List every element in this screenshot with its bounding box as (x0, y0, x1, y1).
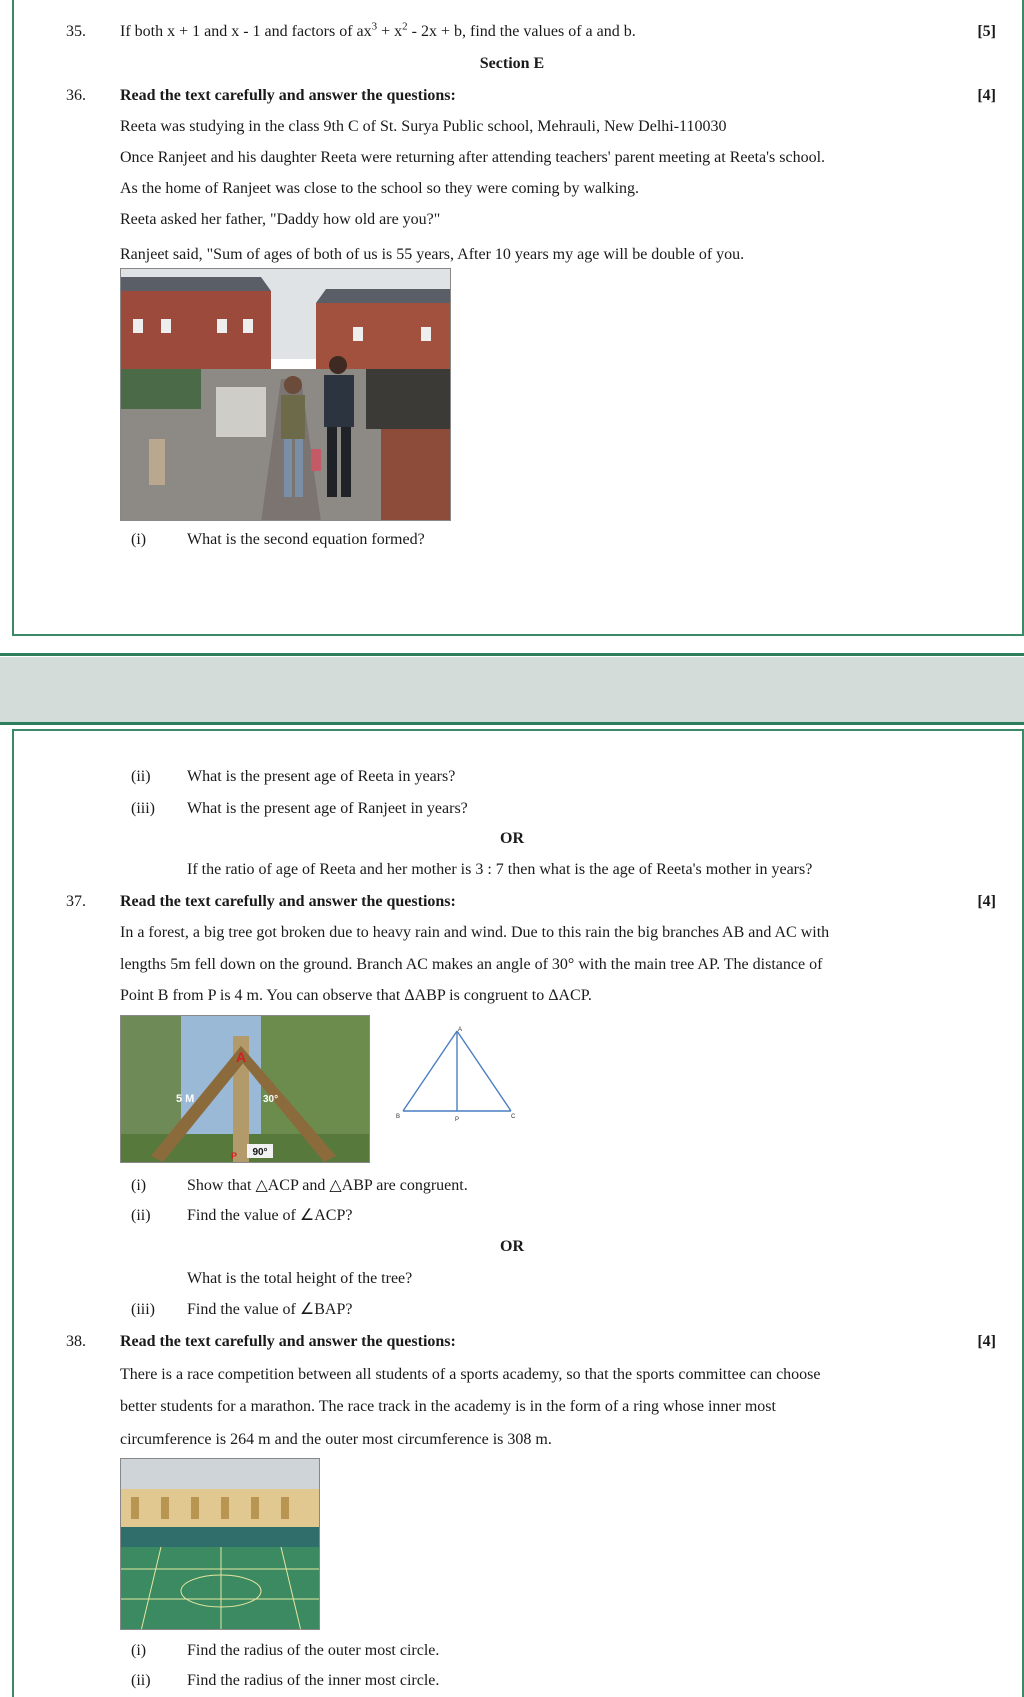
q36-sub-2-label: (ii) (131, 768, 151, 785)
q36-line-3: As the home of Ranjeet was close to the school so they were coming by walking. (120, 180, 639, 197)
q37-or-text: What is the total height of the tree? (187, 1270, 413, 1287)
q36-marks: [4] (977, 87, 996, 104)
triangle-diagram (395, 1025, 517, 1125)
tree-photo-label-length: 5 M (176, 1093, 195, 1105)
q37-sub-2-text: Find the value of ∠ACP? (187, 1207, 353, 1224)
q38-sub-1-label: (i) (131, 1642, 147, 1659)
q37-line-1: In a forest, a big tree got broken due to heavy rain and wind. Due to this rain the big branches AB and AC with (120, 924, 830, 941)
page-gap (0, 657, 1024, 722)
q36-heading: Read the text carefully and answer the questions: (120, 87, 456, 104)
q37-marks: [4] (977, 893, 996, 910)
q36-or-label: OR (500, 830, 524, 847)
tree-photo-label-angle90: 90° (252, 1147, 268, 1158)
q36-sub-2-text: What is the present age of Reeta in years? (187, 768, 456, 785)
q36-line-4: Reeta asked her father, "Daddy how old are you?" (120, 211, 441, 228)
diagram-label-b: B (396, 1114, 401, 1120)
q36-sub-3-text: What is the present age of Ranjeet in years? (187, 800, 468, 817)
q36-number: 36. (66, 87, 86, 104)
q37-line-3: Point B from P is 4 m. You can observe that ΔABP is congruent to ΔACP. (120, 987, 592, 1004)
q38-line-3: circumference is 264 m and the outer most circumference is 308 m. (120, 1431, 552, 1448)
diagram-label-c: C (511, 1114, 516, 1120)
q38-sub-2-text: Find the radius of the inner most circle. (187, 1672, 440, 1689)
q35-sup1: 3 (371, 20, 378, 33)
q37-sub-1-label: (i) (131, 1177, 147, 1194)
q35-text-c: - 2x + b, find the values of a and b. (407, 23, 636, 40)
q38-sub-2-label: (ii) (131, 1672, 151, 1689)
q38-number: 38. (66, 1333, 86, 1350)
diagram-label-a: A (458, 1027, 463, 1033)
q35-text-b: + x (377, 23, 403, 40)
broken-tree-photo (120, 1015, 370, 1163)
q38-sub-1-text: Find the radius of the outer most circle. (187, 1642, 440, 1659)
q36-line-5: Ranjeet said, "Sum of ages of both of us is 55 years, After 10 years my age will be double of you. (120, 246, 745, 263)
q37-number: 37. (66, 893, 86, 910)
q37-sub-1-text: Show that △ACP and △ABP are congruent. (187, 1177, 468, 1194)
q36-sub-3-label: (iii) (131, 800, 155, 817)
street-walk-photo (120, 268, 451, 521)
page-divider-bottom (0, 722, 1024, 725)
q35-text (120, 22, 636, 42)
tree-photo-label-p: P (231, 1151, 238, 1161)
tree-photo-label-angle30: 30° (263, 1094, 279, 1105)
q38-line-1: There is a race competition between all students of a sports academy, so that the sports committee can choose (120, 1366, 821, 1383)
q38-line-2: better students for a marathon. The race track in the academy is in the form of a ring whose inner most (120, 1398, 776, 1415)
section-title: Section E (479, 55, 545, 72)
q37-sub-3-label: (iii) (131, 1301, 155, 1318)
q37-sub-2-label: (ii) (131, 1207, 151, 1224)
sports-hall-photo (120, 1458, 320, 1630)
q36-line-1: Reeta was studying in the class 9th C of St. Surya Public school, Mehrauli, New Delhi-110030 (120, 118, 727, 135)
q37-or-label: OR (500, 1238, 524, 1255)
q37-sub-3-text: Find the value of ∠BAP? (187, 1301, 353, 1318)
page-divider-top (0, 653, 1024, 656)
q38-heading: Read the text carefully and answer the questions: (120, 1333, 456, 1350)
q37-heading: Read the text carefully and answer the questions: (120, 893, 456, 910)
q38-marks: [4] (977, 1333, 996, 1350)
q36-sub-1-label: (i) (131, 531, 147, 548)
q35-text-a: If both x + 1 and x - 1 and factors of ax (120, 23, 372, 40)
q36-sub-1-text: What is the second equation formed? (187, 531, 425, 548)
q37-line-2: lengths 5m fell down on the ground. Branch AC makes an angle of 30° with the main tree AP. The distance of (120, 956, 823, 973)
diagram-label-p: P (455, 1117, 460, 1123)
tree-photo-label-a: A (235, 1049, 247, 1065)
q35-marks: [5] (977, 23, 996, 40)
q36-or-text: If the ratio of age of Reeta and her mother is 3 : 7 then what is the age of Reeta's mother in years? (187, 861, 813, 878)
q36-line-2: Once Ranjeet and his daughter Reeta were returning after attending teachers' parent meeting at Reeta's school. (120, 149, 826, 166)
q35-number: 35. (66, 23, 86, 40)
q35-sup2: 2 (402, 20, 408, 33)
